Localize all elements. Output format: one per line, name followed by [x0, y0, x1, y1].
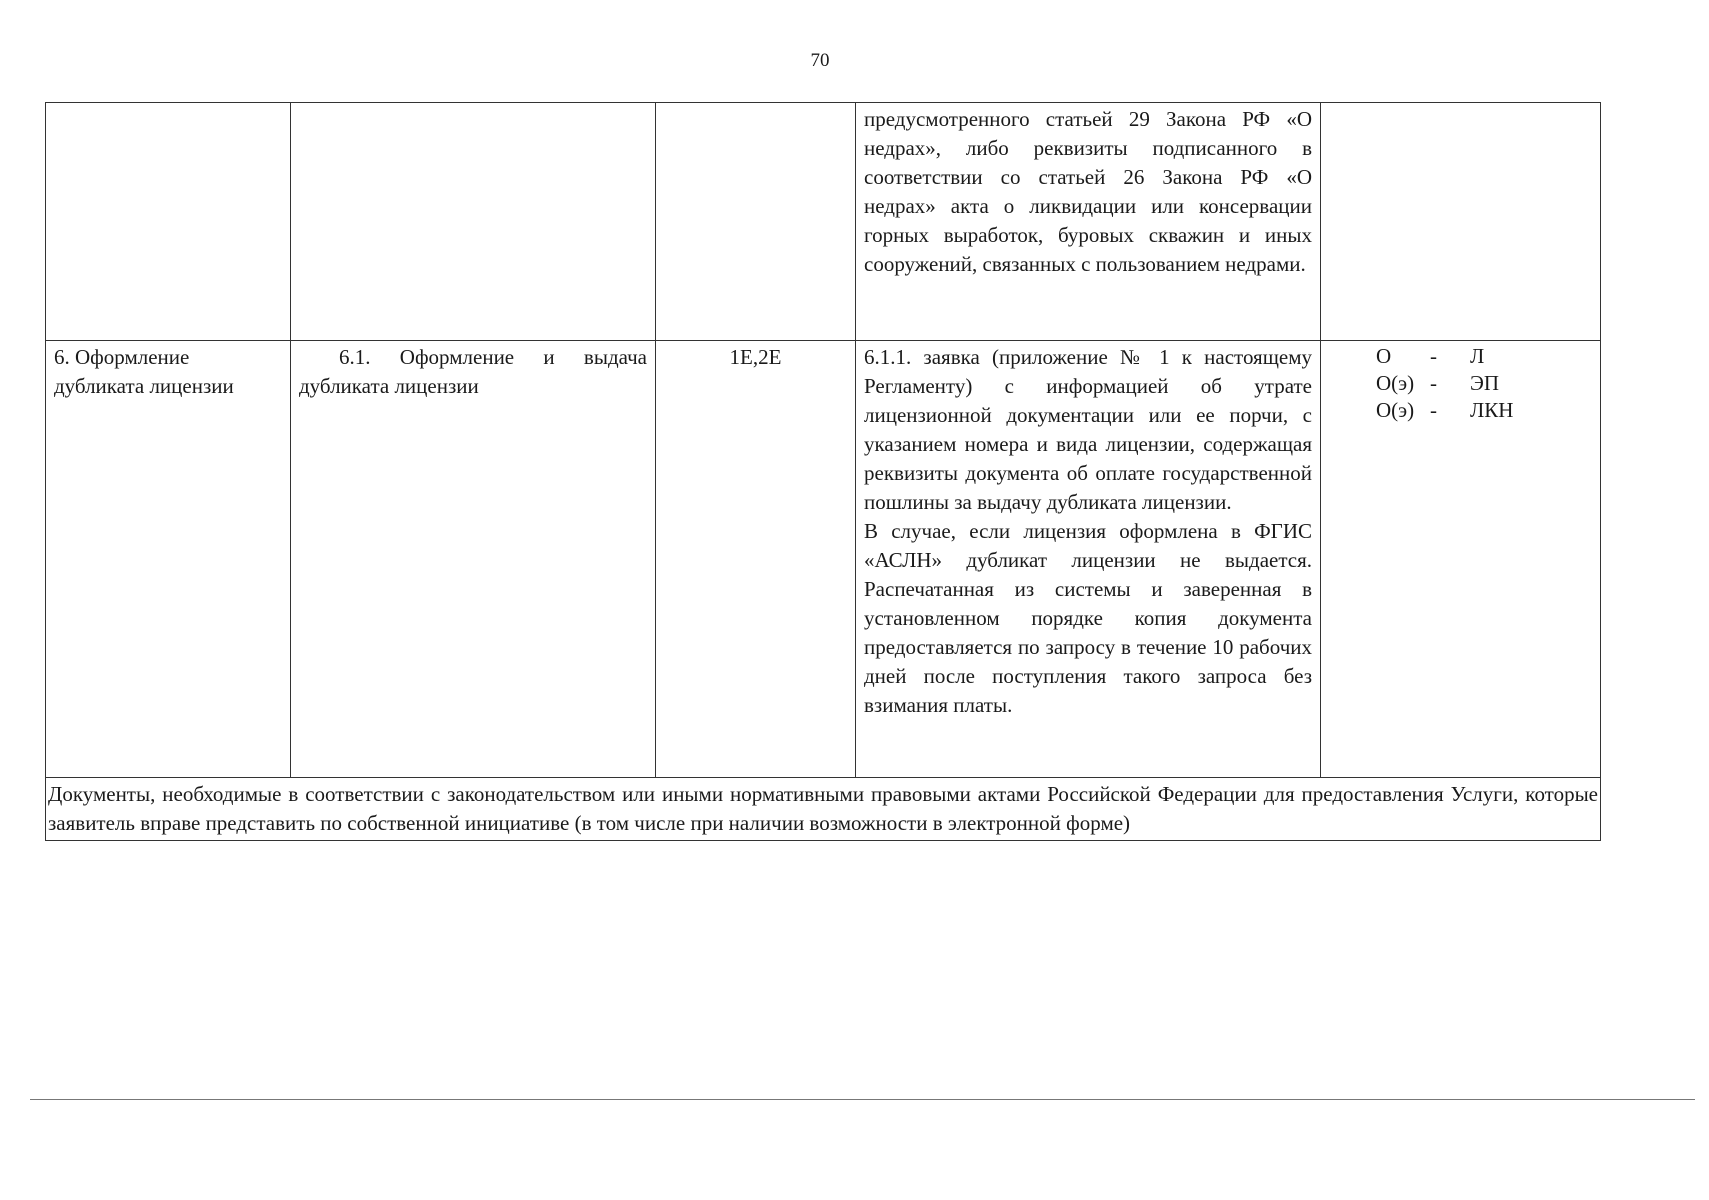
table-row-section-heading — [46, 778, 1601, 841]
forms-cell — [1321, 341, 1601, 778]
subprocedure-cell-empty — [291, 103, 656, 341]
footer-rule — [30, 1099, 1695, 1100]
requirements-paragraph-1: 6.1.1. заявка (приложение № 1 к настоящему Регламенту) с информацией об утрате лицензионной документации или ее порчи, с указанием номера и вида лицензии, содержащая реквизиты документа об оплате государственной пошлины за выдачу дубликата лицензии. — [864, 345, 1312, 514]
form-value: ЭП — [1470, 371, 1500, 395]
codes-cell-empty — [656, 103, 856, 341]
requirements-paragraph-2: В случае, если лицензия оформлена в ФГИС «АСЛН» дубликат лицензии не выдается. Распечатанная из системы и заверенная в установленном порядке копия документа предоставляется по запросу в течение 10 рабочих дней после поступления такого запроса без взимания платы. — [864, 519, 1312, 717]
subprocedure-cell — [291, 341, 656, 778]
form-code: О(э) — [1376, 371, 1415, 395]
requirements-continuation-text: предусмотренного статьей 29 Закона РФ «О недрах», либо реквизиты подписанного в соответствии со статьей 26 Закона РФ «О недрах» акта о ликвидации или консервации горных выработок, буровых скважин и иных сооружений, связанных с пользованием недрами. — [864, 107, 1312, 276]
form-dash: - — [1430, 398, 1437, 422]
page-number: 70 — [810, 50, 830, 71]
regulation-table — [45, 102, 1601, 841]
requirements-cell — [856, 341, 1321, 778]
form-line — [1376, 370, 1592, 397]
table-row-6 — [46, 341, 1601, 778]
form-code: О — [1376, 344, 1392, 368]
form-value: Л — [1470, 344, 1485, 368]
form-value: ЛКН — [1470, 398, 1514, 422]
form-line — [1376, 343, 1592, 370]
procedure-cell-empty — [46, 103, 291, 341]
forms-cell-empty — [1321, 103, 1601, 341]
procedure-text: 6. Оформление дубликата лицензии — [54, 345, 234, 398]
requirements-continuation-cell — [856, 103, 1321, 341]
form-dash: - — [1430, 371, 1437, 395]
form-line — [1376, 397, 1592, 424]
form-code: О(э) — [1376, 398, 1415, 422]
section-heading-text: Документы, необходимые в соответствии с законодательством или иными нормативными правовыми актами Российской Федерации для предоставления Услуги, которые заявитель вправе представить по собственной инициативе (в том числе при наличии возможности в электронной форме) — [48, 782, 1598, 835]
section-heading-cell — [46, 778, 1601, 841]
codes-text: 1Е,2Е — [729, 345, 782, 369]
subprocedure-text: 6.1. Оформление и выдача дубликата лицензии — [299, 345, 647, 398]
procedure-cell — [46, 341, 291, 778]
form-dash: - — [1430, 344, 1437, 368]
table-row-continuation — [46, 103, 1601, 341]
codes-cell — [656, 341, 856, 778]
